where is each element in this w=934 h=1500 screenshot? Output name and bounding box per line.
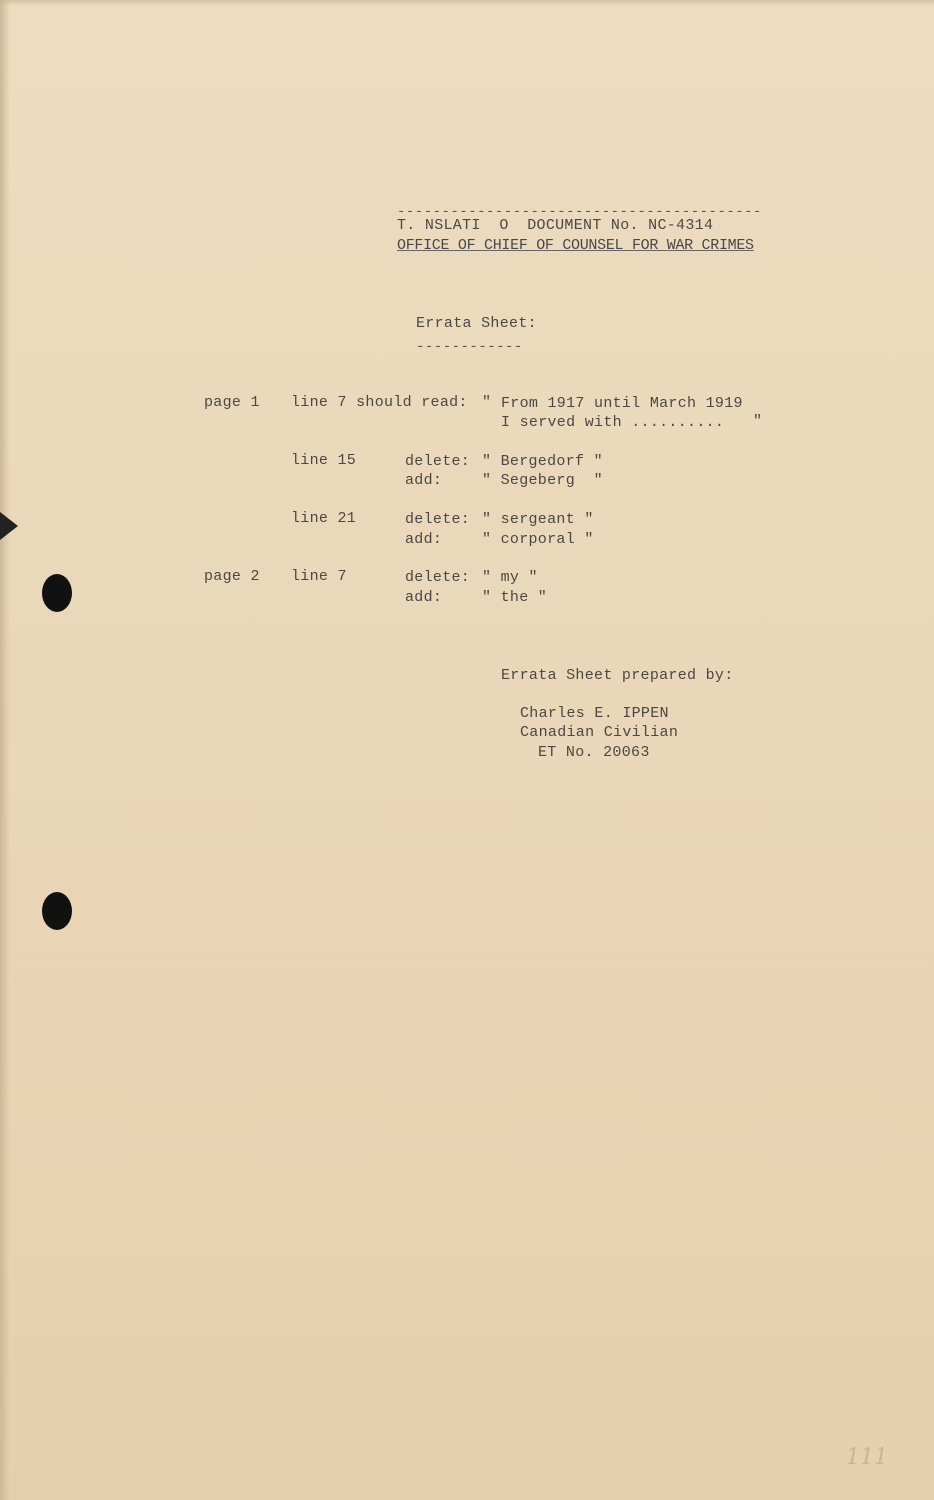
entry-page: page 1 bbox=[204, 394, 260, 411]
translation-header: T. NSLATI O DOCUMENT No. NC-4314 bbox=[397, 217, 714, 234]
punch-hole-bottom bbox=[42, 892, 72, 930]
paper-edge-left bbox=[0, 0, 10, 1500]
prepared-by-label: Errata Sheet prepared by: bbox=[501, 667, 734, 684]
translator-name: Charles E. IPPEN bbox=[520, 705, 669, 722]
translator-role: Canadian Civilian bbox=[520, 724, 679, 741]
errata-title: Errata Sheet: bbox=[416, 315, 537, 332]
entry-action: delete: bbox=[405, 569, 471, 586]
entry-value: " Segeberg " bbox=[482, 472, 603, 489]
translator-id: ET No. 20063 bbox=[538, 744, 650, 761]
entry-line: line 7 should read: bbox=[291, 394, 468, 411]
punch-hole-top bbox=[42, 574, 72, 612]
entry-value: " sergeant " bbox=[482, 511, 594, 528]
entry-line: line 7 bbox=[291, 568, 347, 585]
header-dash-line: ----------------------------------------- bbox=[397, 204, 762, 220]
entry-line: line 15 bbox=[291, 452, 357, 469]
entry-quote-close: " bbox=[753, 413, 763, 430]
entry-value: " the " bbox=[482, 589, 548, 606]
paper-clip-mark bbox=[0, 512, 18, 540]
entry-value: " Bergedorf " bbox=[482, 453, 603, 470]
office-header: OFFICE OF CHIEF OF COUNSEL FOR WAR CRIMES bbox=[397, 237, 754, 254]
paper-edge-top bbox=[0, 0, 934, 6]
entry-value: " corporal " bbox=[482, 531, 594, 548]
entry-action: add: bbox=[405, 589, 443, 606]
entry-quote-open: " bbox=[482, 394, 492, 411]
entry-action: delete: bbox=[405, 511, 471, 528]
entry-action: add: bbox=[405, 531, 443, 548]
entry-line: line 21 bbox=[291, 510, 357, 527]
errata-title-underline: ------------ bbox=[416, 339, 523, 355]
entry-correction-text: I served with .......... bbox=[501, 414, 725, 431]
entry-page: page 2 bbox=[204, 568, 260, 585]
page-number-mark: 111 bbox=[846, 1445, 888, 1470]
entry-value: " my " bbox=[482, 569, 538, 586]
entry-correction-text: From 1917 until March 1919 bbox=[501, 395, 743, 412]
entry-action: add: bbox=[405, 472, 443, 489]
entry-action: delete: bbox=[405, 453, 471, 470]
